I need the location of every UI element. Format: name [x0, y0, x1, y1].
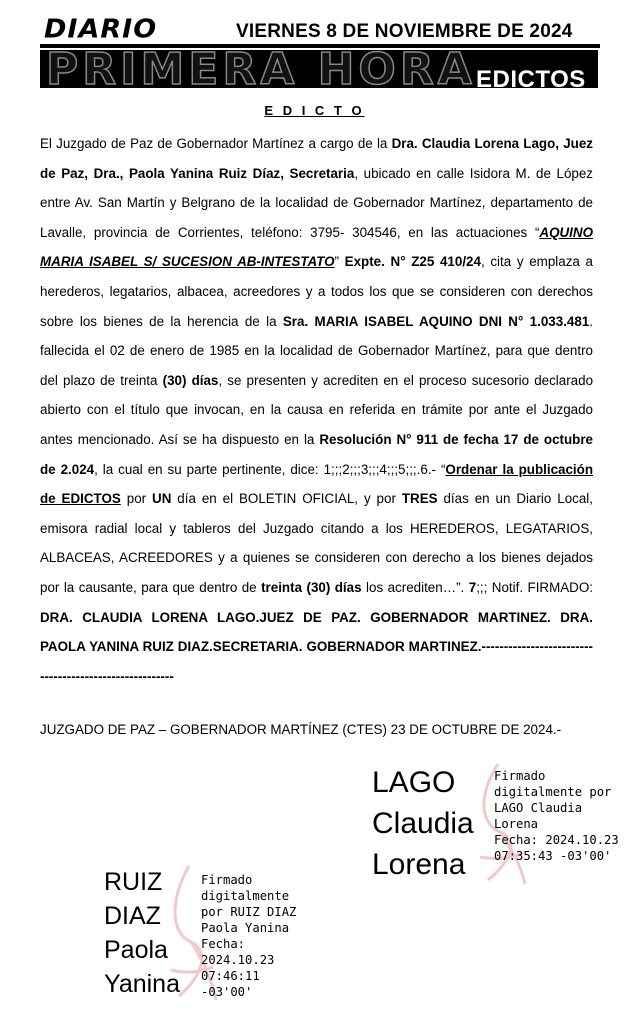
text-segment: El Juzgado de Paz de Gobernador Martínez a cargo de la	[40, 136, 392, 151]
publication-order: Ordenar la publicación de EDICTOS	[40, 461, 593, 507]
term-days: (30) días	[162, 372, 219, 388]
detail-line: digitalmente	[201, 889, 290, 903]
resolution-number: Resolución N° 911 de fecha 17 de octubre de 2.024	[40, 431, 594, 477]
dash-rule: -------------------------------------------------------	[40, 639, 593, 684]
bold-word: UN	[152, 491, 172, 507]
header-divider	[40, 44, 600, 48]
logo-primera-hora: PRIMERA HORA	[46, 50, 476, 88]
text-segment: , se presenten y acrediten en el proceso sucesorio declarado abierto con el título que invocan, en la causa en referida en trámite por ante el Juzgado antes mencionado. Así se ha dispuesto en la	[40, 372, 594, 447]
text-segment: ;;; Notif. FIRMADO:	[476, 579, 593, 595]
publication-date: VIERNES 8 DE NOVIEMBRE DE 2024	[236, 21, 573, 42]
text-segment: , ubicado en calle Isidora M. de López entre Av. San Martín y Belgrano de la localidad de Gobernador Martínez, departamento de Lavalle, provincia de Corrientes, teléfono: 3795- 304546, en las actuaciones “	[40, 165, 593, 240]
text-segment: ”	[334, 254, 345, 270]
name-line: DIAZ	[104, 902, 161, 930]
newspaper-header	[0, 0, 629, 95]
case-number: Expte. N° Z25 410/24	[344, 254, 481, 270]
logo-diario: DIARIO	[44, 14, 158, 45]
detail-line: 2024.10.23	[201, 953, 275, 967]
name-line: Claudia	[372, 807, 474, 840]
signatories: DRA. CLAUDIA LORENA LAGO.JUEZ DE PAZ. GOBERNADOR MARTINEZ. DRA. PAOLA YANINA RUIZ DIAZ.SECRETARIA. GOBERNADOR MARTINEZ.	[40, 609, 593, 655]
text-segment: días en un Diario Local, emisora radial local y tableros del Juzgado citando a los HEREDEROS, LEGATARIOS, ALBACEAS, ACREEDORES y a quienes se consideren con derecho a los bienes dejados por la causante, para que dentro de	[40, 491, 593, 595]
detail-line: digitalmente por	[494, 785, 612, 799]
judge-names: Dra. Claudia Lorena Lago, Juez de Paz, Dra., Paola Yanina Ruiz Díaz, Secretaria	[40, 136, 593, 181]
text-segment: , cita y emplaza a herederos, legatarios, albacea, acreedores y a todos los que se consideren con derechos sobre los bienes de la herencia de la	[40, 254, 593, 329]
detail-line: Lorena	[494, 817, 539, 831]
name-line: LAGO	[372, 766, 456, 799]
name-line: Yanina	[104, 970, 180, 998]
detail-line: Fecha: 2024.10.23	[494, 833, 619, 847]
text-segment: , la cual en su parte pertinente, dice: 1;;;2;;;3;;;4;;;5;;;.6.- “	[94, 461, 446, 477]
detail-line: LAGO Claudia	[494, 801, 583, 815]
signature-details	[201, 872, 303, 1000]
name-line: Lorena	[372, 848, 466, 881]
deceased-name: Sra. MARIA ISABEL AQUINO DNI N° 1.033.481	[282, 313, 590, 329]
text-segment: día en el BOLETIN OFICIAL, y por	[171, 491, 402, 507]
detail-line: 07:46:11 -03'00'	[201, 969, 260, 999]
bold-word: TRES	[401, 491, 438, 507]
text-segment: por	[120, 491, 153, 507]
document-title: E D I C T O	[264, 103, 365, 118]
detail-line: Firmado	[494, 769, 546, 783]
text-segment: los acrediten…”.	[361, 579, 469, 595]
section-label: EDICTOS	[476, 66, 586, 88]
signer-name	[104, 865, 180, 1001]
detail-line: Firmado	[201, 873, 253, 887]
signer-name	[372, 762, 474, 885]
text-segment: . fallecida el 02 de enero de 1985 en la localidad de Gobernador Martínez, para que dentro del plazo de treinta	[40, 313, 593, 388]
signature-details	[494, 768, 619, 864]
term-days: treinta (30) días	[261, 579, 362, 595]
name-line: RUIZ	[104, 868, 163, 896]
edict-body	[40, 129, 593, 691]
name-line: Paola	[104, 936, 168, 964]
court-footer: JUZGADO DE PAZ – GOBERNADOR MARTÍNEZ (CTES) 23 DE OCTUBRE DE 2024.-	[40, 722, 562, 737]
signature-ruiz-diaz	[103, 862, 303, 1007]
case-title: AQUINO MARIA ISABEL S/ SUCESION AB-INTESTATO	[40, 224, 593, 270]
detail-line: por RUIZ DIAZ	[201, 905, 297, 919]
detail-line: Paola Yanina	[201, 921, 290, 935]
bold-word: 7	[468, 579, 477, 595]
detail-line: Fecha:	[201, 937, 246, 951]
signature-lago	[370, 762, 620, 892]
masthead-banner	[40, 50, 598, 88]
detail-line: 07:35:43 -03'00'	[494, 849, 612, 863]
